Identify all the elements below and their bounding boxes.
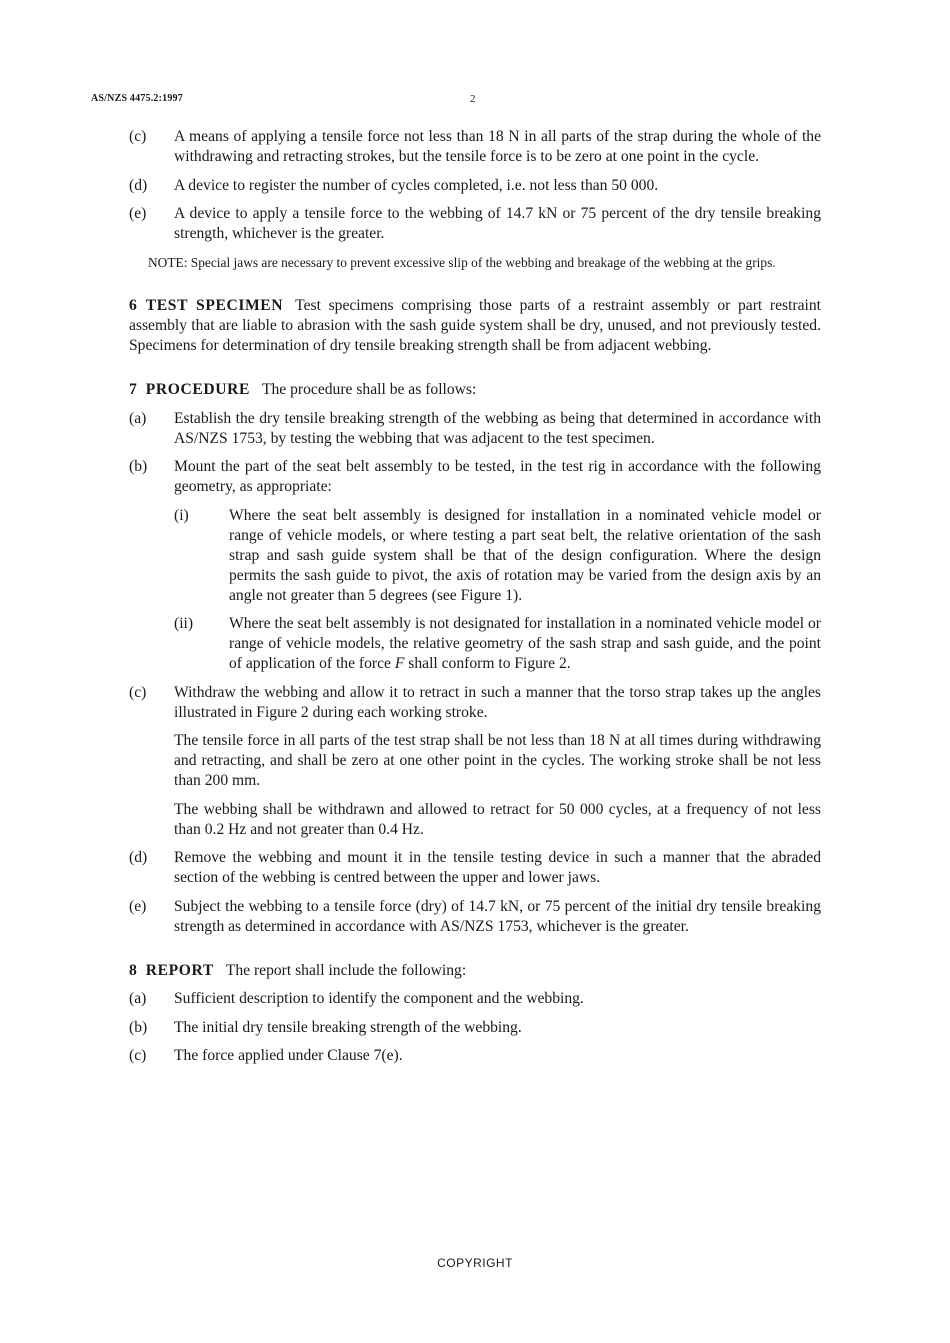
list-item-label: (e)	[129, 897, 147, 915]
list-item	[129, 1046, 821, 1066]
list-item-label: (e)	[129, 205, 147, 222]
list-item	[129, 176, 821, 196]
list-item	[129, 683, 821, 840]
copyright-footer: COPYRIGHT	[437, 1256, 513, 1270]
sub-list-item-text: Where the seat belt assembly is designed for installation in a nominated vehicle model or range of vehicle models, or where testing a part seat belt, the relative orientation of the sash strap and sash guide system shall be that of the design configuration. Where the design permits the sash guide to pivot, the axis of rotation may be varied from the design axis by an angle not greater than 5 degrees (see Figure 1).	[229, 506, 821, 604]
sub-list-item-text: Where the seat belt assembly is not designated for installation in a nominated vehicle model or range of vehicle models, the relative geometry of the sash strap and sash guide, and the point of application of the force	[229, 615, 821, 672]
sub-list-item-label: (i)	[174, 506, 189, 524]
list-item	[129, 204, 821, 244]
list-item	[129, 457, 821, 674]
list-item-text: A device to register the number of cycles completed, i.e. not less than 50 000.	[174, 176, 659, 194]
list-item	[129, 989, 821, 1009]
list-item-label: (d)	[129, 176, 148, 194]
page-number: 2	[470, 93, 476, 105]
force-symbol: F	[394, 655, 405, 672]
document-body	[129, 127, 821, 1075]
list-item-text: Withdraw the webbing and allow it to retract in such a manner that the torso strap takes up the angles illustrated in Figure 2 during each working stroke.	[174, 683, 821, 721]
section-number: 6	[129, 297, 137, 314]
list-item-text: A device to apply a tensile force to the webbing of 14.7 kN or 75 percent of the dry tensile breaking strength, whichever is the greater.	[174, 205, 821, 242]
sub-list-item-label: (ii)	[174, 615, 194, 632]
list-item-text: The force applied under Clause 7(e).	[174, 1047, 403, 1064]
list-item	[129, 127, 821, 167]
list-item-text: Establish the dry tensile breaking strength of the webbing as being that determined in accordance with AS/NZS 1753, by testing the webbing that was adjacent to the test specimen.	[174, 409, 821, 447]
list-item-text: Mount the part of the seat belt assembly to be tested, in the test rig in accordance with the following geometry, as appropriate:	[174, 458, 821, 495]
list-item-label: (a)	[129, 409, 147, 427]
list-item-label: (a)	[129, 990, 147, 1007]
list-item-paragraph: The webbing shall be withdrawn and allowed to retract for 50 000 cycles, at a frequency of not less than 0.2 Hz and not greater than 0.4 Hz.	[174, 800, 821, 838]
section-6	[129, 296, 821, 356]
list-item	[129, 1018, 821, 1038]
section-title: PROCEDURE	[145, 381, 250, 398]
list-item	[129, 409, 821, 449]
list-item-label: (c)	[129, 683, 147, 701]
section-8	[129, 961, 821, 1067]
section-title: REPORT	[145, 961, 214, 979]
list-item-text: A means of applying a tensile force not less than 18 N in all parts of the strap during the whole of the withdrawing and retracting strokes, but the tensile force is to be zero at one point in the cycle.	[174, 128, 821, 165]
list-item-paragraph: The tensile force in all parts of the test strap shall be not less than 18 N at all times during withdrawing and retracting, and shall be zero at one other point in the cycles. The working stroke shall be not less than 200 mm.	[174, 732, 821, 789]
section-7	[129, 380, 821, 937]
note: NOTE: Special jaws are necessary to prevent excessive slip of the webbing and breakage of the webbing at the grips.	[148, 255, 776, 270]
list-item-text: Sufficient description to identify the component and the webbing.	[174, 990, 584, 1007]
sub-list-item	[174, 614, 821, 674]
sub-list-item	[174, 506, 821, 606]
list-item-label: (b)	[129, 458, 148, 475]
section-intro: The procedure shall be as follows:	[261, 381, 477, 398]
list-item	[129, 848, 821, 888]
list-item-text: Remove the webbing and mount it in the tensile testing device in such a manner that the abraded section of the webbing is centred between the upper and lower jaws.	[174, 849, 821, 886]
section-text: Test specimens comprising those parts of a restraint assembly or part restraint assembly that are liable to abrasion with the sash guide system shall be dry, unused, and not previously tested. Specimens for determination of dry tensile breaking strength shall be from adjacent webbing.	[129, 297, 821, 354]
list-item-label: (c)	[129, 128, 147, 145]
section-number: 8	[129, 961, 137, 979]
list-item-label: (d)	[129, 849, 148, 866]
list-item-label: (b)	[129, 1018, 148, 1036]
list-item-text: The initial dry tensile breaking strength of the webbing.	[174, 1018, 522, 1036]
list-item-text: Subject the webbing to a tensile force (dry) of 14.7 kN, or 75 percent of the initial dry tensile breaking strength as determined in accordance with AS/NZS 1753, whichever is the greater.	[174, 897, 821, 935]
sub-list-item-text: shall conform to Figure 2.	[408, 655, 571, 672]
list-item-label: (c)	[129, 1047, 147, 1064]
list-item	[129, 897, 821, 937]
section-number: 7	[129, 381, 137, 398]
section-title: TEST SPECIMEN	[145, 297, 284, 314]
section-intro: The report shall include the following:	[225, 961, 467, 979]
standard-id: AS/NZS 4475.2:1997	[91, 93, 183, 104]
